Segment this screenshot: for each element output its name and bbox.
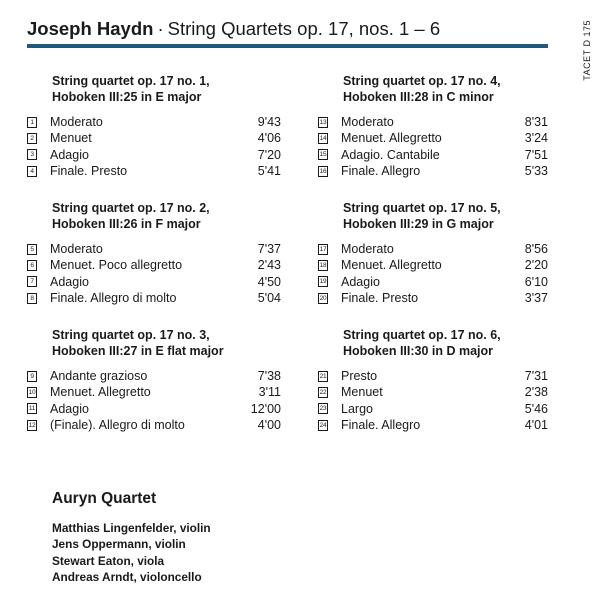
quartet-title-line1: String quartet op. 17 no. 3, (52, 328, 210, 342)
track-duration: 2'38 (524, 385, 548, 400)
track-row (27, 130, 281, 146)
track-title: Largo (341, 401, 373, 416)
track-list (318, 241, 548, 306)
track-number: 19 (319, 278, 327, 286)
quartet-title (52, 200, 281, 232)
track-number: 9 (27, 371, 37, 382)
track-list (27, 241, 281, 306)
track-title: Finale. Allegro (341, 164, 421, 179)
track-number: 10 (28, 388, 36, 396)
quartet-block (318, 73, 548, 179)
track-row (27, 368, 281, 384)
track-list (27, 114, 281, 179)
track-duration: 2'20 (524, 258, 548, 273)
track-duration: 7'38 (257, 369, 281, 384)
track-number: 1 (27, 117, 37, 128)
track-title: Presto (341, 369, 378, 384)
track-title: (Finale). Allegro di molto (50, 418, 185, 433)
composer-name: Joseph Haydn (27, 18, 154, 39)
track-duration: 8'31 (524, 115, 548, 130)
track-row (318, 114, 548, 130)
track-duration: 7'37 (257, 242, 281, 257)
track-row (318, 290, 548, 306)
track-title: Menuet. Allegretto (341, 258, 442, 273)
quartet-block (27, 73, 281, 179)
track-title: Menuet. Poco allegretto (50, 258, 183, 273)
track-row (27, 384, 281, 400)
track-title: Moderato (50, 242, 103, 257)
track-title: Moderato (50, 115, 103, 130)
ensemble-name: Auryn Quartet (52, 490, 157, 507)
track-number: 12 (28, 421, 36, 429)
track-number: 16 (319, 167, 327, 175)
track-title: Adagio (50, 274, 89, 289)
track-duration: 4'06 (257, 131, 281, 146)
quartet-title-line2: Hoboken III:29 in G major (343, 217, 494, 231)
quartet-title (343, 200, 548, 232)
track-number: 23 (319, 405, 327, 413)
track-title: Andante grazioso (50, 369, 148, 384)
track-title: Menuet (50, 131, 92, 146)
quartet-title-line2: Hoboken III:25 in E major (52, 90, 202, 104)
quartet-title (343, 73, 548, 105)
quartet-title-line1: String quartet op. 17 no. 4, (343, 74, 501, 88)
track-number: 20 (319, 294, 327, 302)
track-title: Finale. Allegro (341, 418, 421, 433)
track-row (27, 257, 281, 273)
track-title: Adagio (50, 401, 89, 416)
track-number: 3 (27, 149, 37, 160)
member-item: Jens Oppermann, violin (52, 537, 186, 552)
quartet-title (52, 327, 281, 359)
track-row (318, 163, 548, 179)
track-title: Moderato (341, 242, 394, 257)
track-list (318, 114, 548, 179)
quartet-title-line2: Hoboken III:26 in F major (52, 217, 201, 231)
track-duration: 5'04 (257, 291, 281, 306)
track-title: Finale. Presto (341, 291, 419, 306)
track-title: Menuet (341, 385, 383, 400)
track-number: 7 (27, 276, 37, 287)
quartet-title-line2: Hoboken III:30 in D major (343, 344, 494, 358)
quartet-title-line2: Hoboken III:28 in C minor (343, 90, 494, 104)
track-number: 6 (27, 260, 37, 271)
track-duration: 4'00 (257, 418, 281, 433)
track-duration: 7'20 (257, 147, 281, 162)
track-row (27, 417, 281, 433)
quartet-title-line1: String quartet op. 17 no. 2, (52, 201, 210, 215)
track-duration: 3'24 (524, 131, 548, 146)
track-row (318, 257, 548, 273)
quartet-title-line2: Hoboken III:27 in E flat major (52, 344, 224, 358)
quartet-title-line1: String quartet op. 17 no. 6, (343, 328, 501, 342)
track-duration: 7'31 (524, 369, 548, 384)
track-title: Menuet. Allegretto (50, 385, 151, 400)
quartet-title (52, 73, 281, 105)
track-row (318, 130, 548, 146)
track-row (27, 274, 281, 290)
track-list (27, 368, 281, 433)
quartet-block (318, 200, 548, 306)
track-title: Moderato (341, 115, 394, 130)
title-separator: · (157, 18, 164, 39)
track-duration: 5'33 (524, 164, 548, 179)
track-duration: 5'41 (257, 164, 281, 179)
track-duration: 7'51 (524, 147, 548, 162)
track-row (318, 368, 548, 384)
member-item: Andreas Arndt, violoncello (52, 570, 202, 585)
track-number: 14 (319, 134, 327, 142)
track-duration: 3'11 (258, 385, 281, 400)
quartet-title-line1: String quartet op. 17 no. 5, (343, 201, 501, 215)
track-number: 8 (27, 293, 37, 304)
track-number: 5 (27, 244, 37, 255)
work-title: String Quartets op. 17, nos. 1 – 6 (167, 18, 441, 39)
track-duration: 6'10 (524, 274, 548, 289)
track-row (27, 241, 281, 257)
track-row (27, 114, 281, 130)
catalog-number: TACET D 175 (582, 20, 592, 81)
track-duration: 3'37 (524, 291, 548, 306)
track-number: 2 (27, 133, 37, 144)
track-row (318, 147, 548, 163)
track-number: 24 (319, 421, 327, 429)
quartet-title-line1: String quartet op. 17 no. 1, (52, 74, 210, 88)
track-row (27, 147, 281, 163)
track-row (318, 274, 548, 290)
track-number: 18 (319, 261, 327, 269)
track-title: Adagio (341, 274, 380, 289)
quartet-title (343, 327, 548, 359)
track-number: 4 (27, 166, 37, 177)
track-number: 17 (319, 245, 327, 253)
member-item: Matthias Lingenfelder, violin (52, 521, 211, 535)
quartet-block (27, 200, 281, 306)
track-duration: 8'56 (524, 242, 548, 257)
member-item: Stewart Eaton, viola (52, 553, 165, 568)
track-title: Adagio. Cantabile (341, 147, 440, 162)
track-row (318, 384, 548, 400)
track-number: 11 (28, 405, 36, 413)
header-rule (27, 44, 548, 48)
quartet-block (318, 327, 548, 433)
track-list (318, 368, 548, 433)
track-duration: 9'43 (257, 115, 281, 130)
track-duration: 12'00 (250, 401, 281, 416)
track-row (27, 401, 281, 417)
track-number: 15 (319, 151, 327, 159)
track-row (318, 401, 548, 417)
track-title: Adagio (50, 147, 89, 162)
member-list (52, 520, 211, 586)
track-row (27, 290, 281, 306)
quartet-block (27, 327, 281, 433)
track-title: Finale. Allegro di molto (50, 291, 177, 306)
page-title (27, 18, 440, 40)
track-number: 22 (319, 388, 327, 396)
track-number: 13 (319, 118, 327, 126)
track-duration: 4'01 (524, 418, 548, 433)
track-number: 21 (319, 372, 327, 380)
track-title: Finale. Presto (50, 164, 128, 179)
track-title: Menuet. Allegretto (341, 131, 442, 146)
track-row (27, 163, 281, 179)
track-row (318, 241, 548, 257)
track-row (318, 417, 548, 433)
track-duration: 2'43 (257, 258, 281, 273)
track-duration: 5'46 (524, 401, 548, 416)
track-duration: 4'50 (257, 274, 281, 289)
